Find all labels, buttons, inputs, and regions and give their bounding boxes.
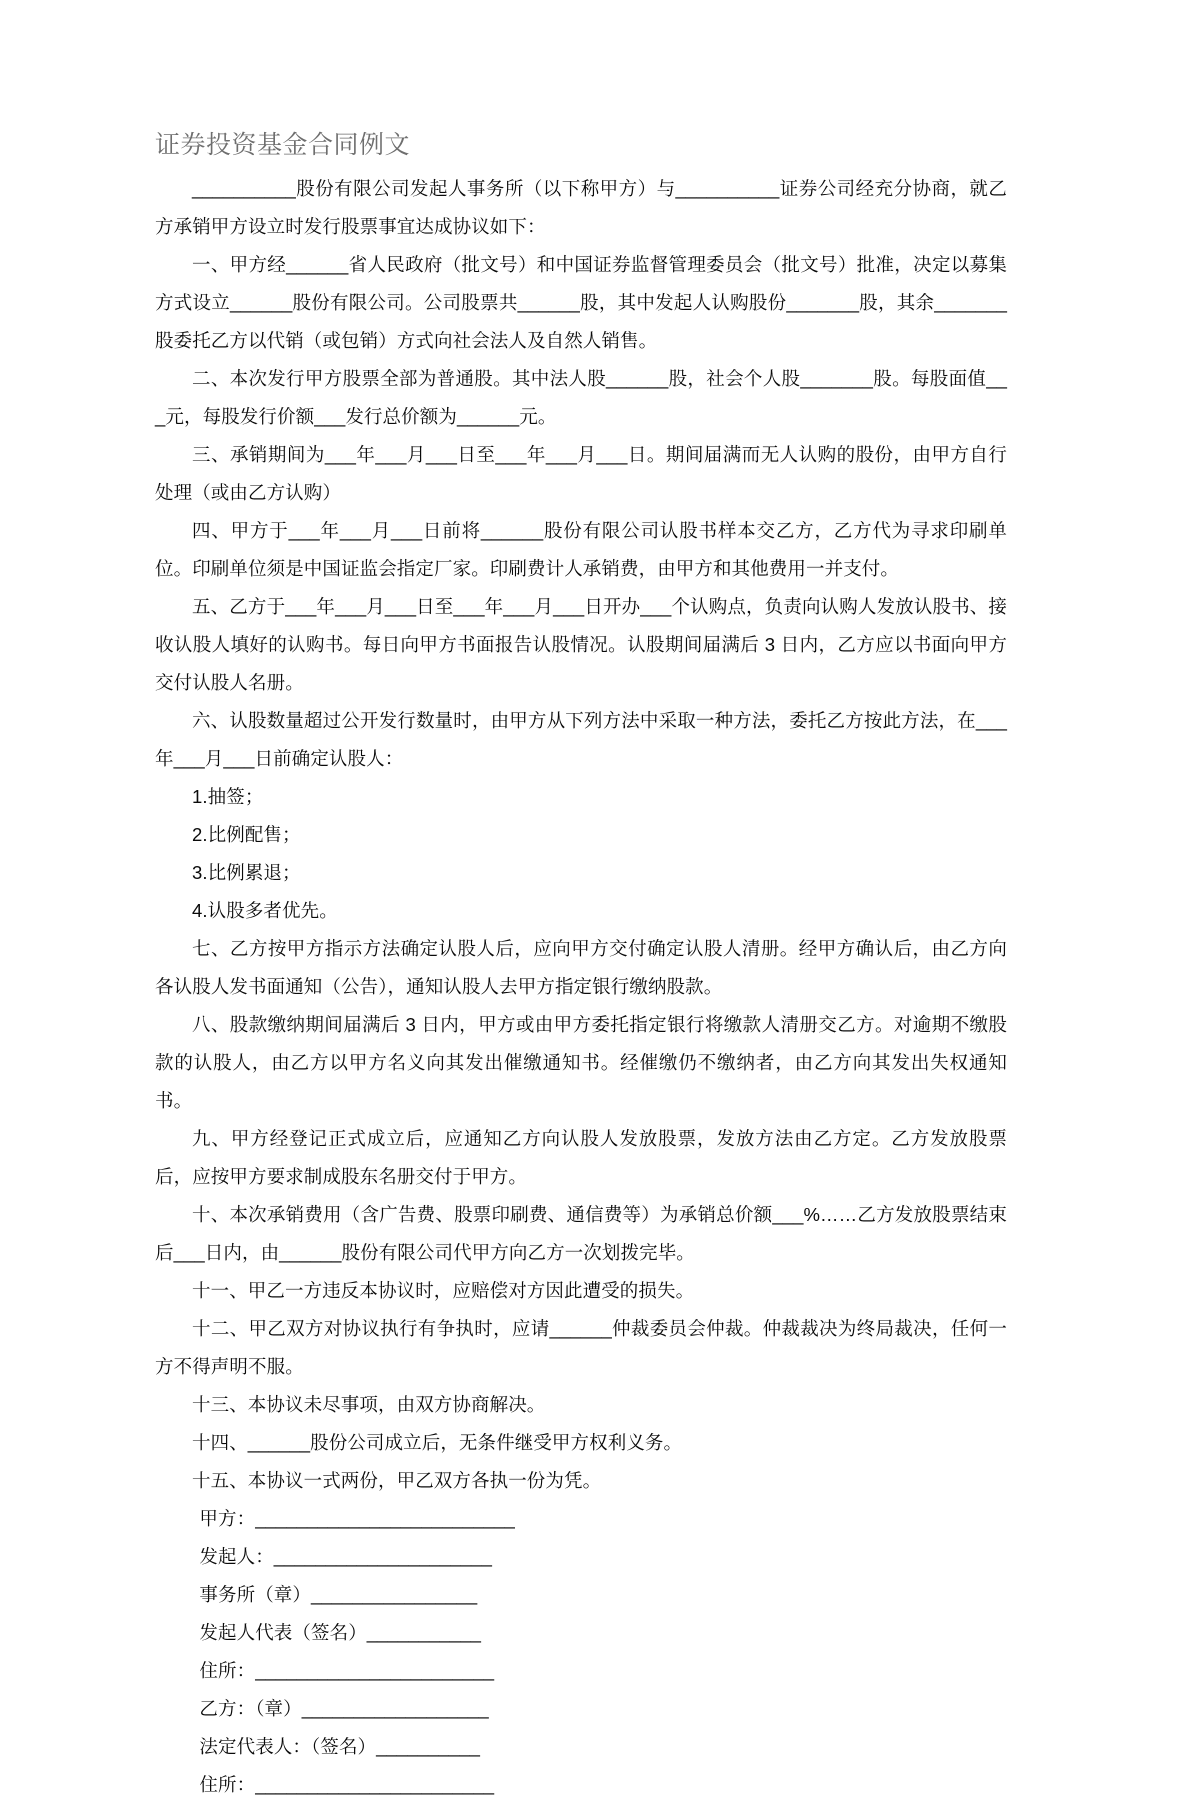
signature-line-address-b: 住所：_______________________ [199,1774,495,1796]
signature-line-promoter: 发起人：_____________________ [199,1546,492,1568]
paragraph-clause-3: 三、承销期间为___年___月___日至___年___月___日。期间届满而无人认购的股份，由甲方自行处理（或由乙方认购） [155,444,1007,504]
paragraph-clause-6: 六、认股数量超过公开发行数量时，由甲方从下列方法中采取一种方法，委托乙方按此方法，在___年___月___日前确定认股人： [155,710,1007,770]
signature-line-address-a: 住所：_______________________ [199,1660,495,1682]
paragraph-clause-12: 十二、甲乙双方对协议执行有争执时，应请______仲裁委员会仲裁。仲裁裁决为终局裁决，任何一方不得声明不服。 [155,1318,1007,1378]
paragraph-clause-9: 九、甲方经登记正式成立后，应通知乙方向认股人发放股票，发放方法由乙方定。乙方发放股票后，应按甲方要求制成股东名册交付于甲方。 [155,1128,1007,1188]
paragraph-clause-5: 五、乙方于___年___月___日至___年___月___日开办___个认购点，负责向认购人发放认股书、接收认股人填好的认购书。每日向甲方书面报告认股情况。认股期间届满后 3 日内，乙方应以书面向甲方交付认股人名册。 [155,596,1007,694]
signature-line-promoter-representative: 发起人代表（签名）___________ [199,1622,482,1644]
paragraph-clause-10: 十、本次承销费用（含广告费、股票印刷费、通信费等）为承销总价额___%……乙方发放股票结束后___日内，由______股份有限公司代甲方向乙方一次划拨完毕。 [155,1204,1007,1264]
paragraph-clause-11: 十一、甲乙一方违反本协议时，应赔偿对方因此遭受的损失。 [192,1280,695,1302]
list-item: 1.抽签； [192,786,264,808]
paragraph-clause-13: 十三、本协议未尽事项，由双方协商解决。 [192,1394,546,1416]
page-title: 证券投资基金合同例文 [155,132,411,159]
paragraph-clause-14: 十四、______股份公司成立后，无条件继受甲方权利义务。 [192,1432,683,1454]
paragraph-clause-2: 二、本次发行甲方股票全部为普通股。其中法人股______股，社会个人股_______股。每股面值___元，每股发行价额___发行总价额为______元。 [155,368,1007,428]
signature-line-office-seal: 事务所（章）________________ [199,1584,478,1606]
paragraph-clause-15: 十五、本协议一式两份，甲乙双方各执一份为凭。 [192,1470,602,1492]
list-item: 4.认股多者优先。 [192,900,338,922]
signature-line-party-b: 乙方：（章）__________________ [199,1698,489,1720]
list-item: 2.比例配售； [192,824,301,846]
signature-line-legal-representative: 法定代表人：（签名）__________ [199,1736,481,1758]
document-body [155,128,1007,1804]
signature-line-party-a: 甲方：_________________________ [199,1508,515,1530]
paragraph-clause-4: 四、甲方于___年___月___日前将______股份有限公司认股书样本交乙方，乙方代为寻求印刷单位。印刷单位须是中国证监会指定厂家。印刷费计人承销费，由甲方和其他费用一并支付。 [155,520,1007,580]
paragraph-clause-7: 七、乙方按甲方指示方法确定认股人后，应向甲方交付确定认股人清册。经甲方确认后，由乙方向各认股人发书面通知（公告），通知认股人去甲方指定银行缴纳股款。 [155,938,1007,998]
paragraph-intro: __________股份有限公司发起人事务所（以下称甲方）与__________证券公司经充分协商，就乙方承销甲方设立时发行股票事宜达成协议如下： [155,178,1007,238]
paragraph-clause-1: 一、甲方经______省人民政府（批文号）和中国证券监督管理委员会（批文号）批准，决定以募集方式设立______股份有限公司。公司股票共______股，其中发起人认购股份_______股，其余_______股委托乙方以代销（或包销）方式向社会法人及自然人销售。 [155,254,1007,352]
list-item: 3.比例累退； [192,862,301,884]
paragraph-clause-8: 八、股款缴纳期间届满后 3 日内，甲方或由甲方委托指定银行将缴款人清册交乙方。对逾期不缴股款的认股人，由乙方以甲方名义向其发出催缴通知书。经催缴仍不缴纳者，由乙方向其发出失权通知书。 [155,1014,1007,1112]
